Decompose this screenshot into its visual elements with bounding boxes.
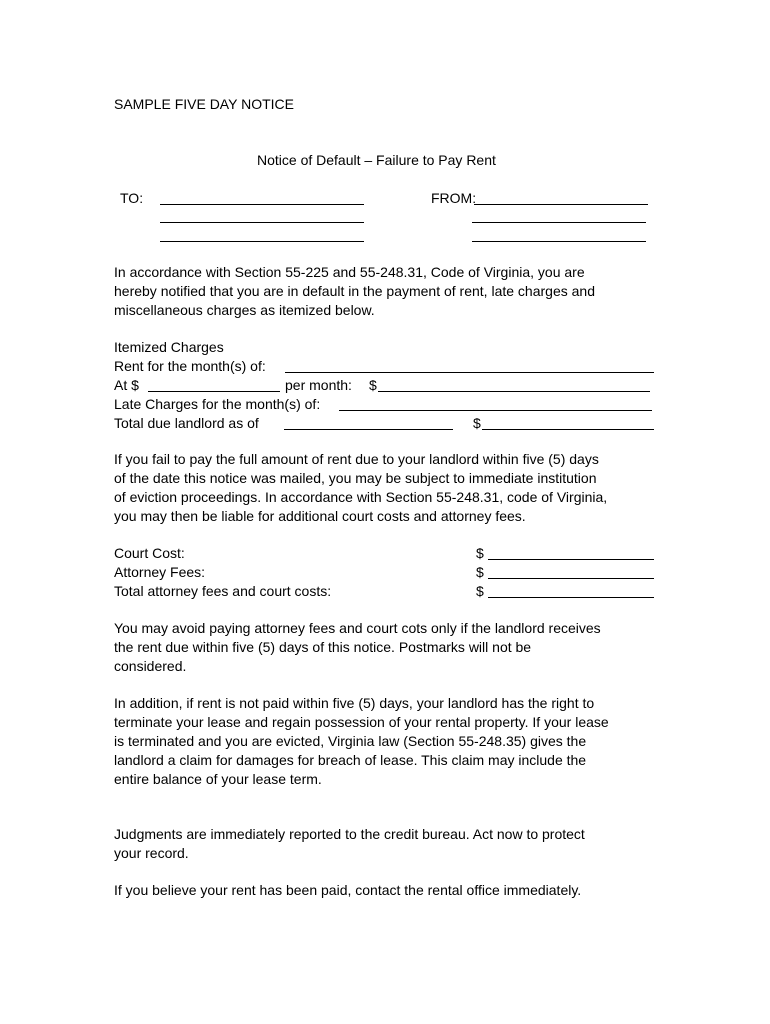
total-due-dollar: $ (473, 415, 481, 431)
failure-line: you may then be liable for additional court costs and attorney fees. (114, 507, 526, 524)
attorney-fees-dollar: $ (476, 564, 484, 580)
judgments-paragraph (114, 825, 674, 863)
to-line-1[interactable] (160, 204, 364, 205)
termination-paragraph (114, 694, 674, 789)
failure-paragraph (114, 450, 674, 526)
total-due-label: Total due landlord as of (114, 415, 259, 431)
total-due-date-field[interactable] (284, 429, 453, 430)
from-line-2[interactable] (472, 222, 646, 223)
intro-line: hereby notified that you are in default in the payment of rent, late charges and (114, 282, 595, 299)
total-due-amount-field[interactable] (482, 429, 654, 430)
intro-line: miscellaneous charges as itemized below. (114, 301, 375, 318)
attorney-fees-field[interactable] (488, 578, 654, 579)
avoid-line: You may avoid paying attorney fees and court cots only if the landlord receives (114, 620, 601, 636)
termination-line: terminate your lease and regain possession of your rental property. If your lease (114, 713, 609, 730)
failure-line: If you fail to pay the full amount of rent due to your landlord within five (5) days (114, 451, 599, 467)
termination-line: is terminated and you are evicted, Virginia law (Section 55-248.35) gives the (114, 732, 587, 749)
closing-paragraph (114, 881, 674, 900)
failure-line: of eviction proceedings. In accordance with Section 55-248.31, code of Virginia, (114, 488, 608, 505)
court-cost-label: Court Cost: (114, 545, 185, 561)
termination-line: In addition, if rent is not paid within five (5) days, your landlord has the right to (114, 695, 595, 711)
per-month-dollar: $ (369, 377, 377, 393)
late-charges-field[interactable] (339, 410, 652, 411)
avoid-line: considered. (114, 657, 187, 674)
termination-line: entire balance of your lease term. (114, 770, 322, 787)
notice-title: Notice of Default – Failure to Pay Rent (257, 152, 496, 168)
to-label: TO: (120, 190, 144, 206)
avoid-line: the rent due within five (5) days of this notice. Postmarks will not be (114, 638, 532, 655)
total-costs-field[interactable] (488, 597, 654, 598)
from-line-3[interactable] (472, 241, 646, 242)
at-amount-field[interactable] (148, 391, 280, 392)
to-line-2[interactable] (160, 222, 364, 223)
court-cost-dollar: $ (476, 545, 484, 561)
attorney-fees-label: Attorney Fees: (114, 564, 206, 580)
per-month-label: per month: (285, 377, 352, 393)
intro-line: In accordance with Section 55-225 and 55-248.31, Code of Virginia, you are (114, 264, 585, 280)
rent-months-field[interactable] (285, 372, 654, 373)
sample-title: SAMPLE FIVE DAY NOTICE (114, 96, 294, 112)
total-costs-dollar: $ (476, 583, 484, 599)
from-line-1[interactable] (474, 204, 648, 205)
at-label: At $ (114, 377, 139, 393)
court-cost-field[interactable] (488, 559, 654, 560)
late-charges-label: Late Charges for the month(s) of: (114, 396, 321, 412)
judgments-line: your record. (114, 844, 189, 861)
total-costs-label: Total attorney fees and court costs: (114, 583, 332, 599)
termination-line: landlord a claim for damages for breach of lease. This claim may include the (114, 751, 587, 768)
judgments-line: Judgments are immediately reported to the credit bureau. Act now to protect (114, 826, 585, 842)
itemized-heading: Itemized Charges (114, 339, 224, 355)
to-line-3[interactable] (160, 241, 364, 242)
per-month-amount-field[interactable] (378, 391, 650, 392)
from-label: FROM: (431, 190, 477, 206)
rent-months-label: Rent for the month(s) of: (114, 358, 266, 374)
failure-line: of the date this notice was mailed, you may be subject to immediate institution (114, 469, 597, 486)
closing-line: If you believe your rent has been paid, contact the rental office immediately. (114, 882, 582, 898)
avoid-paragraph (114, 619, 674, 676)
intro-paragraph (114, 263, 674, 320)
